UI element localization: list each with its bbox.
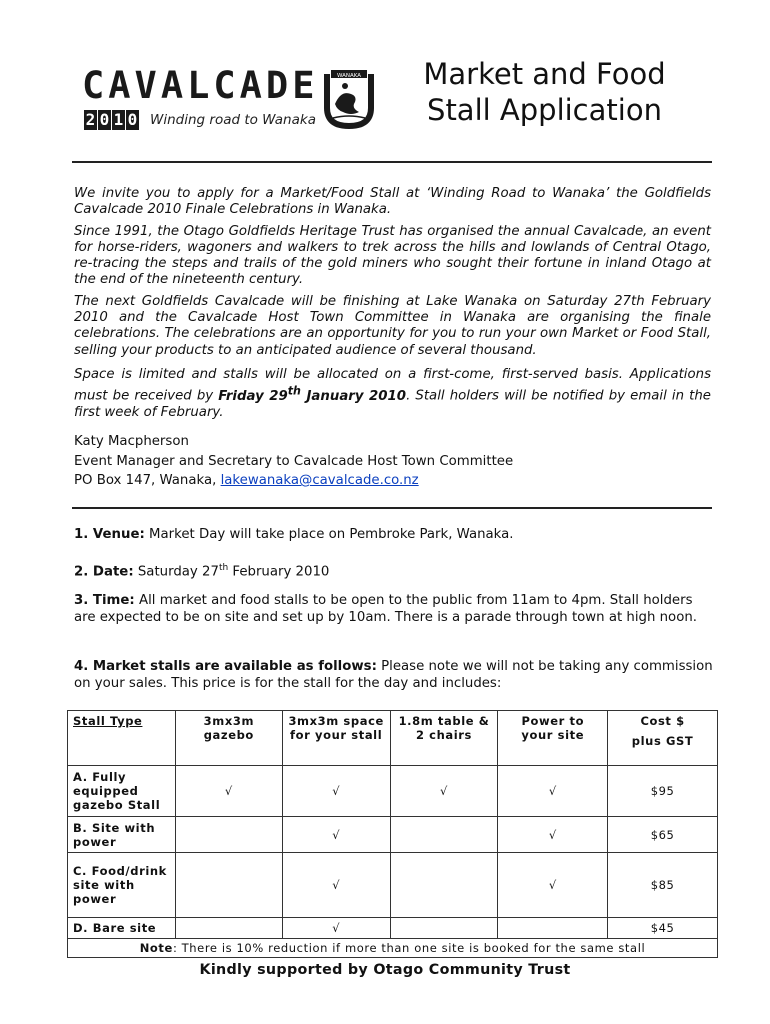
title-line-2: Stall Application xyxy=(427,93,662,127)
badge-text: WANAKA xyxy=(336,73,362,79)
date-section: 2. Date: Saturday 27th February 2010 xyxy=(74,563,330,580)
check-cell: √ xyxy=(282,918,390,939)
logo-year-digit: 2 xyxy=(85,110,96,129)
intro-paragraph: Since 1991, the Otago Goldfields Heritage Trust has organised the annual Cavalcade, an event for horse-riders, wagoners and walkers to trek across the hills and lowlands of Central Otago, re-tracing the steps and trails of the gold miners who sought their fortune in inland Otago at the end of the nineteenth century. xyxy=(74,223,711,288)
table-header-row xyxy=(68,711,718,766)
cost-cell: $95 xyxy=(608,766,718,817)
logo-tagline: Winding road to Wanaka xyxy=(150,112,316,128)
header-cell: Stall Type xyxy=(68,711,176,766)
stall-price-table xyxy=(67,710,718,958)
header-cell: 1.8m table & 2 chairs xyxy=(390,711,498,766)
stall-type-cell: B. Site with power xyxy=(68,817,176,853)
stalls-section xyxy=(74,659,714,692)
check-cell: √ xyxy=(282,766,390,817)
contact-name: Katy Macpherson xyxy=(74,434,189,449)
horseshoe-badge-icon xyxy=(321,68,377,130)
header-cell: 3mx3m gazebo xyxy=(175,711,282,766)
contact-block xyxy=(74,432,711,491)
intro-paragraph: We invite you to apply for a Market/Food Stall at ‘Winding Road to Wanaka’ the Goldfields Cavalcade 2010 Finale Celebrations in Wanaka. xyxy=(74,186,711,218)
check-cell xyxy=(175,853,282,918)
header-divider xyxy=(72,161,712,163)
intro-deadline-paragraph: Space is limited and stalls will be allocated on a first-come, first-served basis. Applications must be received by Friday 29th January 2010. Stall holders will be notified by email in the first week of February. xyxy=(74,366,711,420)
cost-cell: $85 xyxy=(608,853,718,918)
intro-text xyxy=(74,186,711,426)
logo-year-digit: 0 xyxy=(127,110,138,129)
stalls-text: Please note we will not be taking any commission on your sales. This price is for the stall for the day and includes: xyxy=(74,659,713,691)
cost-cell: $45 xyxy=(608,918,718,939)
table-row xyxy=(68,853,718,918)
stall-type-cell: A. Fully equipped gazebo Stall xyxy=(68,766,176,817)
check-cell xyxy=(390,918,498,939)
title-line-1: Market and Food xyxy=(423,57,666,91)
venue-label: 1. Venue: xyxy=(74,527,145,542)
stalls-label: 4. Market stalls are available as follows: xyxy=(74,659,377,674)
check-cell: √ xyxy=(282,817,390,853)
check-cell: √ xyxy=(498,817,608,853)
header-cell: Cost $ plus GST xyxy=(608,711,718,766)
logo-year-digit: 0 xyxy=(99,110,110,129)
header-cell: 3mx3m space for your stall xyxy=(282,711,390,766)
table-note-row xyxy=(68,939,718,958)
sponsor-footer: Kindly supported by Otago Community Trust xyxy=(199,962,571,978)
contact-role: Event Manager and Secretary to Cavalcade Host Town Committee xyxy=(74,453,514,469)
header-cell: Power to your site xyxy=(498,711,608,766)
date-label: 2. Date: xyxy=(74,564,134,580)
check-cell: √ xyxy=(282,853,390,918)
email-link[interactable]: lakewanaka@cavalcade.co.nz xyxy=(220,473,419,488)
table-row xyxy=(68,817,718,853)
logo-year-digit: 1 xyxy=(113,110,124,129)
time-section xyxy=(74,593,714,626)
check-cell xyxy=(390,853,498,918)
time-text: All market and food stalls to be open to the public from 11am to 4pm. Stall holders are expected to be on site and set up by 10am. There is a parade through town at high noon. xyxy=(74,593,697,625)
logo-wordmark: CAVALCADE xyxy=(82,64,319,107)
contact-address: PO Box 147, Wanaka, lakewanaka@cavalcade.co.nz xyxy=(74,473,419,488)
venue-section xyxy=(74,527,714,544)
logo-year xyxy=(84,110,140,130)
check-cell: √ xyxy=(498,853,608,918)
check-cell xyxy=(175,817,282,853)
page-title xyxy=(392,56,697,128)
intro-paragraph: The next Goldfields Cavalcade will be finishing at Lake Wanaka on Saturday 27th February 2010 and the Cavalcade Host Town Committee in Wanaka are organising the finale celebrations. The celebrations are an opportunity for you to run your own Market or Food Stall, selling your products to an anticipated audience of several thousand. xyxy=(74,293,711,358)
check-cell: √ xyxy=(498,766,608,817)
check-cell xyxy=(175,918,282,939)
section-divider xyxy=(72,507,712,509)
check-cell xyxy=(390,817,498,853)
stall-type-cell: C. Food/drink site with power xyxy=(68,853,176,918)
check-cell: √ xyxy=(390,766,498,817)
venue-text: Market Day will take place on Pembroke Park, Wanaka. xyxy=(144,527,514,542)
table-row xyxy=(68,918,718,939)
table-row xyxy=(68,766,718,817)
stall-type-cell: D. Bare site xyxy=(68,918,176,939)
check-cell xyxy=(498,918,608,939)
check-cell: √ xyxy=(175,766,282,817)
cost-cell: $65 xyxy=(608,817,718,853)
time-label: 3. Time: xyxy=(74,593,135,608)
discount-note: Note: There is 10% reduction if more than one site is booked for the same stall xyxy=(68,939,718,958)
